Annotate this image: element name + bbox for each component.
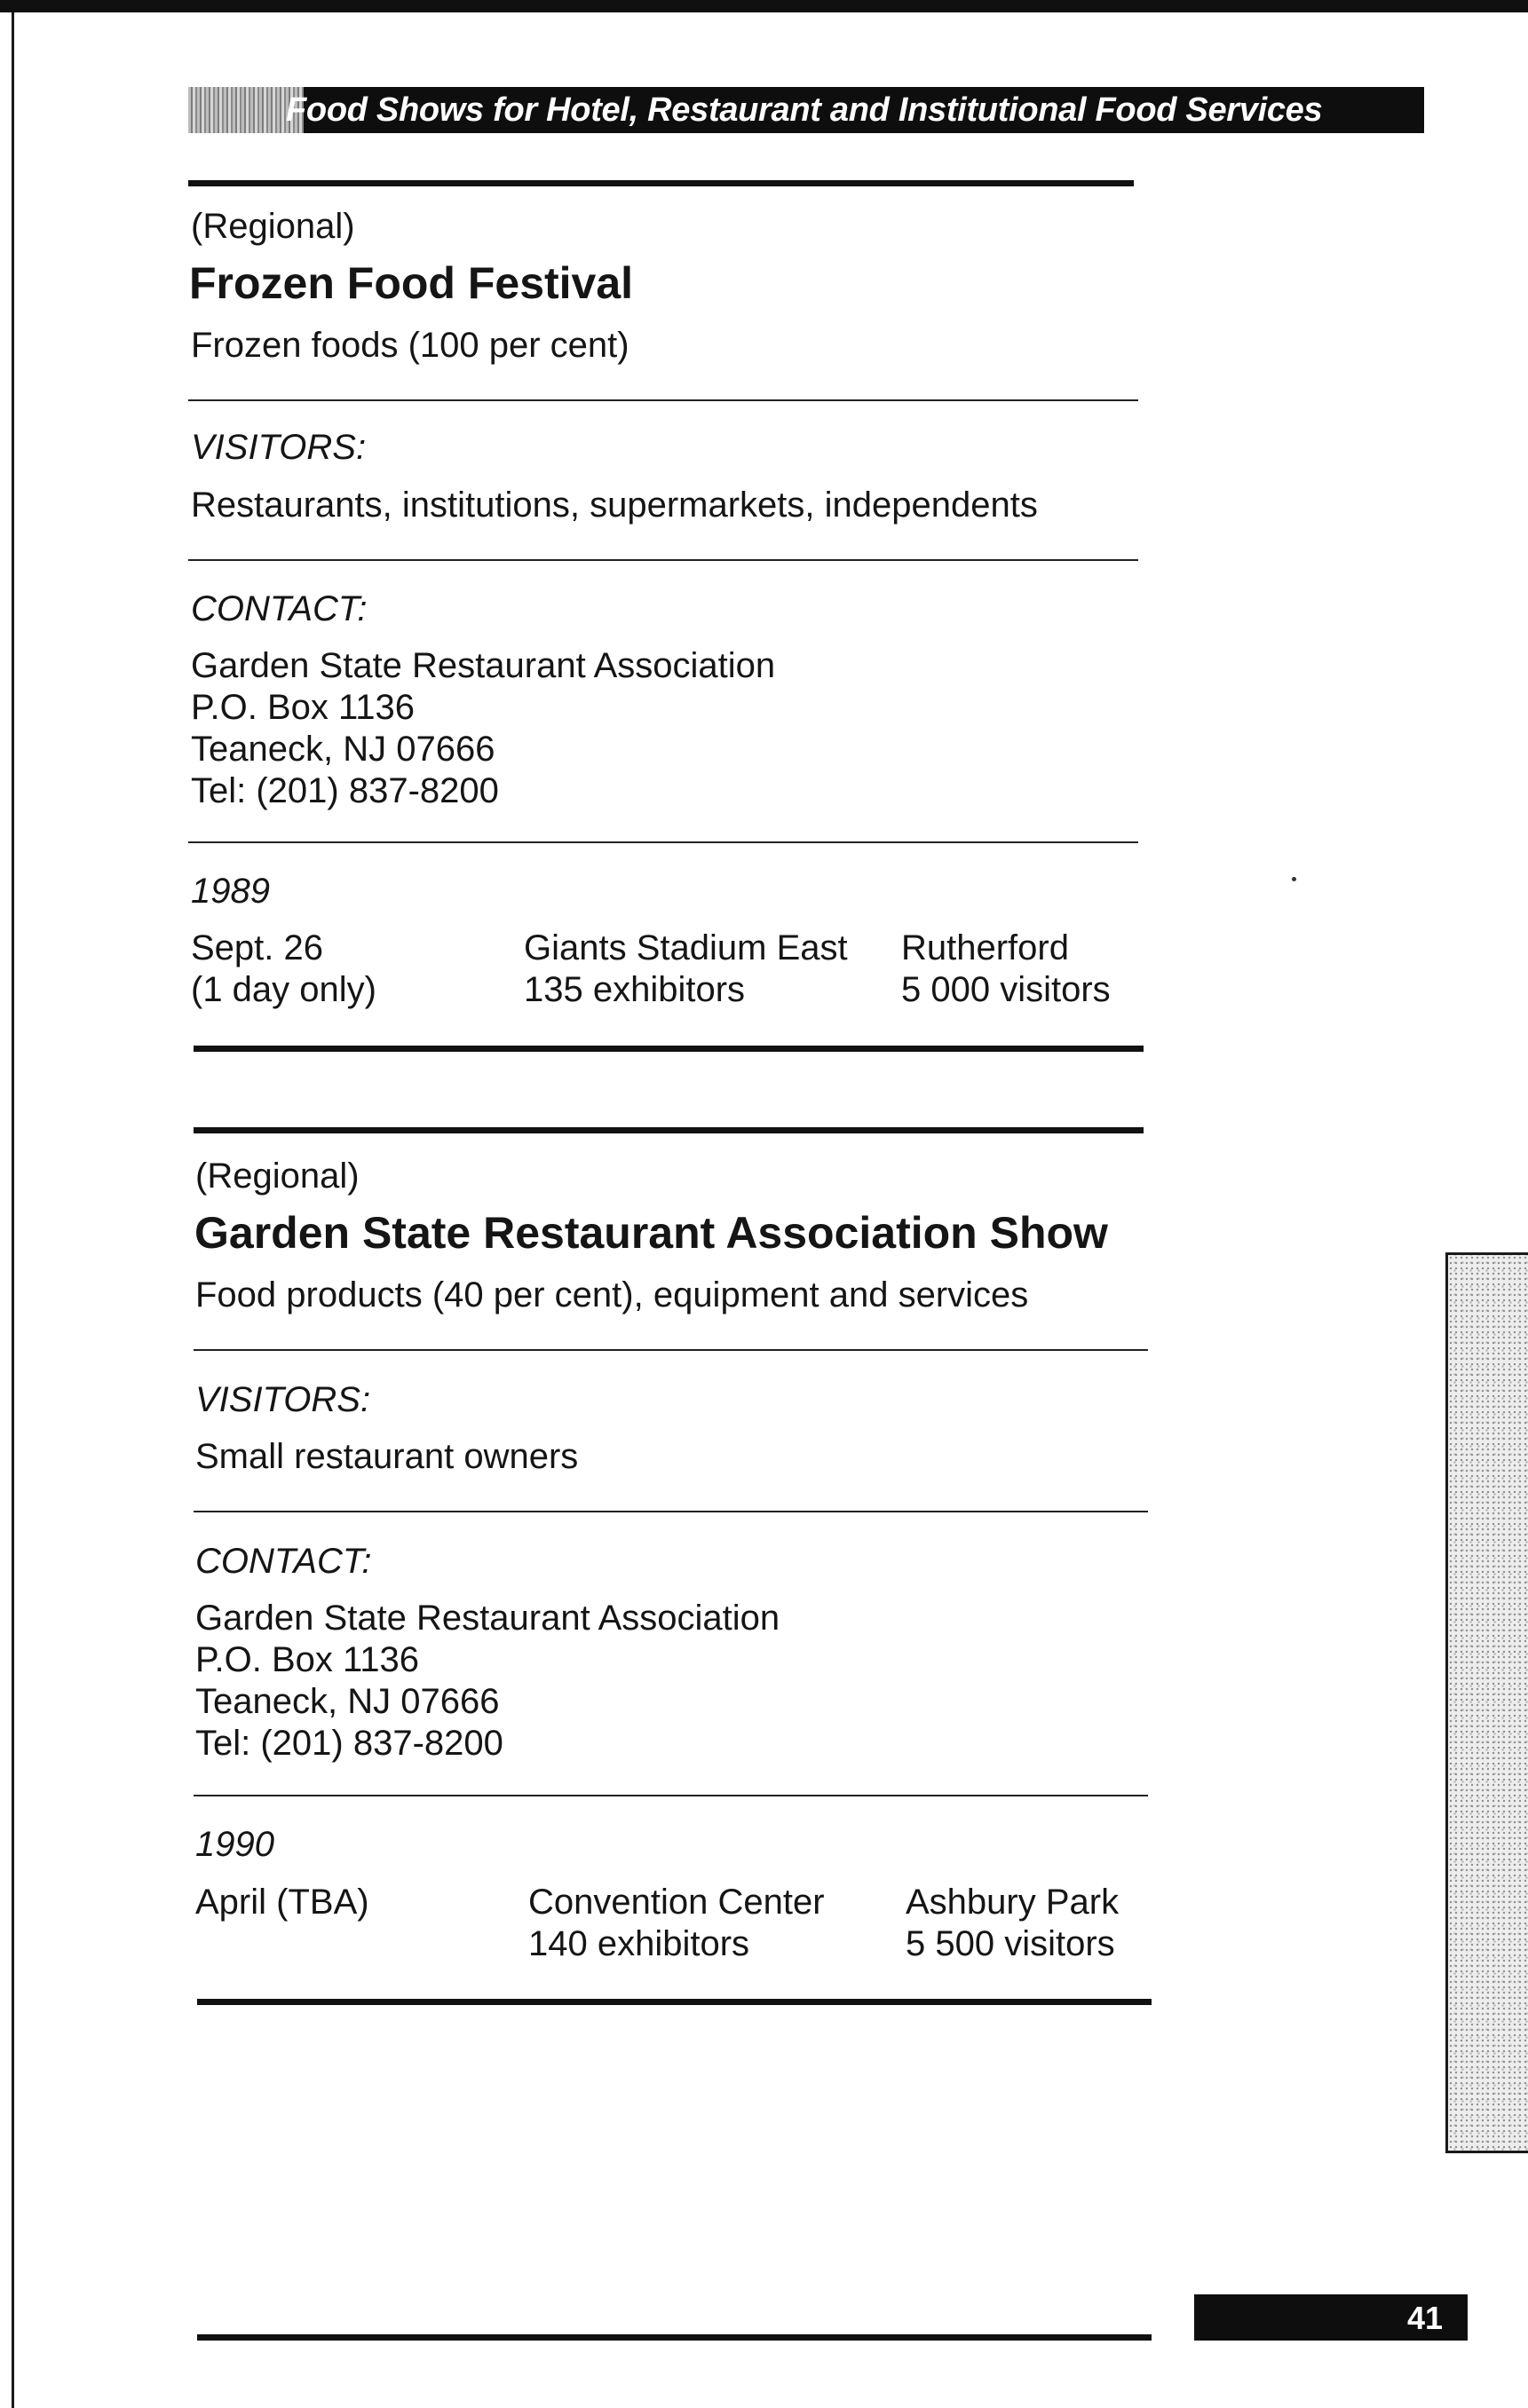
event-duration: (1 day only) bbox=[191, 970, 376, 1009]
event-dates bbox=[191, 928, 376, 1011]
event-venue bbox=[524, 928, 848, 1011]
scan-speck bbox=[1292, 877, 1296, 881]
page-number: 41 bbox=[1406, 2300, 1443, 2336]
section-divider bbox=[188, 841, 1138, 843]
entry-scope: (Regional) bbox=[191, 207, 355, 246]
contact-city: Teaneck, NJ 07666 bbox=[195, 1682, 500, 1721]
contact-city: Teaneck, NJ 07666 bbox=[191, 730, 495, 769]
section-divider bbox=[188, 399, 1138, 401]
visitors-text: Restaurants, institutions, supermarkets, independents bbox=[191, 486, 1038, 525]
entry-title: Garden State Restaurant Association Show bbox=[194, 1208, 1108, 1258]
page-number-box bbox=[1194, 2294, 1468, 2341]
section-divider bbox=[194, 1795, 1148, 1796]
venue-name: Giants Stadium East bbox=[524, 928, 848, 967]
contact-phone: Tel: (201) 837-8200 bbox=[195, 1724, 503, 1763]
event-year: 1990 bbox=[195, 1825, 274, 1864]
venue-name: Convention Center bbox=[528, 1883, 825, 1922]
contact-label: CONTACT: bbox=[195, 1542, 372, 1581]
entry-top-rule bbox=[194, 1127, 1144, 1133]
visitors-label: VISITORS: bbox=[191, 428, 367, 467]
event-venue bbox=[528, 1882, 825, 1965]
visitors-text: Small restaurant owners bbox=[195, 1437, 579, 1476]
entry-scope: (Regional) bbox=[195, 1157, 360, 1196]
section-divider bbox=[194, 1349, 1148, 1351]
event-location bbox=[906, 1882, 1119, 1965]
event-dates bbox=[195, 1882, 369, 1923]
entry-description: Frozen foods (100 per cent) bbox=[191, 326, 629, 365]
section-divider bbox=[188, 559, 1138, 561]
entry-title: Frozen Food Festival bbox=[189, 258, 634, 308]
event-date: April (TBA) bbox=[195, 1883, 369, 1922]
visitor-count: 5 000 visitors bbox=[901, 970, 1111, 1009]
location-city: Rutherford bbox=[901, 928, 1069, 967]
event-date: Sept. 26 bbox=[191, 928, 324, 967]
contact-po-box: P.O. Box 1136 bbox=[191, 688, 416, 727]
visitors-label: VISITORS: bbox=[195, 1380, 371, 1419]
section-title: Food Shows for Hotel, Restaurant and Institutional Food Services bbox=[286, 91, 1323, 129]
footer-rule bbox=[197, 2334, 1152, 2341]
contact-block bbox=[191, 645, 775, 812]
event-year: 1989 bbox=[191, 872, 270, 911]
section-divider bbox=[194, 1511, 1148, 1512]
contact-organization: Garden State Restaurant Association bbox=[191, 646, 776, 685]
section-thumb-tab bbox=[1445, 1252, 1528, 2153]
entry-description: Food products (40 per cent), equipment and services bbox=[195, 1275, 1029, 1315]
contact-phone: Tel: (201) 837-8200 bbox=[191, 771, 499, 810]
contact-organization: Garden State Restaurant Association bbox=[195, 1599, 780, 1638]
visitor-count: 5 500 visitors bbox=[906, 1924, 1115, 1963]
entry-top-rule bbox=[188, 180, 1134, 186]
contact-block bbox=[195, 1598, 780, 1765]
section-header-banner bbox=[188, 87, 1424, 133]
location-city: Ashbury Park bbox=[906, 1883, 1120, 1922]
entry-bottom-rule bbox=[194, 1046, 1144, 1052]
contact-po-box: P.O. Box 1136 bbox=[195, 1640, 420, 1679]
left-border bbox=[12, 12, 14, 2408]
event-location bbox=[901, 928, 1111, 1011]
exhibitor-count: 140 exhibitors bbox=[528, 1924, 750, 1963]
entry-bottom-rule bbox=[197, 1999, 1152, 2005]
contact-label: CONTACT: bbox=[191, 589, 368, 628]
top-border bbox=[0, 0, 1528, 12]
exhibitor-count: 135 exhibitors bbox=[524, 970, 746, 1009]
